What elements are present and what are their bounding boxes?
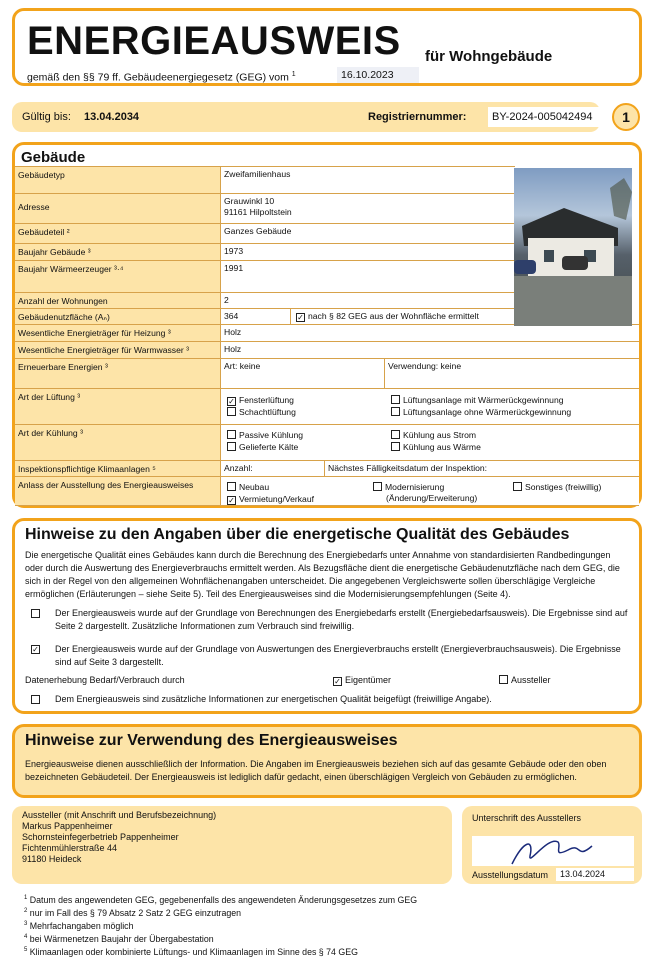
opt-other[interactable]: Sonstiges (freiwillig) (513, 482, 601, 492)
checkbox[interactable] (227, 430, 236, 439)
opt-shaft-ventilation[interactable]: Schachtlüftung (227, 406, 296, 418)
law-date-field: 16.10.2023 (337, 67, 419, 83)
checkbox-checked[interactable]: ✓ (228, 496, 235, 505)
footnote: $^5$ Klimaanlagen oder kombinierte Lüftungs- und Klimaanlagen im Sinne des § 74 GEG (24, 946, 358, 957)
checkbox[interactable] (373, 482, 382, 491)
opt-vent-without-recovery[interactable]: Lüftungsanlage ohne Wärmerückgewinnung (391, 406, 571, 418)
row-value: 1991 (221, 261, 515, 292)
issue-reason-options (221, 477, 639, 505)
checkbox[interactable] (227, 407, 236, 416)
valid-until-date: 13.04.2034 (84, 111, 140, 123)
issuer-box (12, 806, 452, 884)
row-label: Gebäudeteil ² (15, 224, 221, 243)
usage-hints-section (12, 724, 642, 798)
table-row (15, 324, 639, 341)
building-section-title: Gebäude (21, 149, 86, 166)
checkbox[interactable] (227, 442, 236, 451)
validity-bar (12, 102, 600, 132)
row-label: Adresse (15, 194, 221, 223)
row-label: Inspektionspflichtige Klimaanlagen ⁵ (15, 461, 221, 476)
page-number-badge: 1 (612, 103, 640, 131)
row-value: Grauwinkl 10 91161 Hilpoltstein (221, 194, 515, 223)
table-row (15, 223, 515, 243)
row-label: Wesentliche Energieträger für Warmwasser ³ (15, 342, 221, 358)
row-label: Art der Kühlung ³ (15, 425, 221, 460)
row-label: Baujahr Wärmeerzeuger ³·⁴ (15, 261, 221, 292)
opt-new-building[interactable]: Neubau (227, 482, 269, 492)
usage-hints-title: Hinweise zur Verwendung des Energieausweises (25, 732, 398, 749)
option-demand-certificate: Der Energieausweis wurde auf der Grundlage von Berechnungen des Energiebedarfs erstellt (Energiebedarfsausweis). Die Ergebnisse sind auf Seite 2 dargestellt. Zusätzliche Informationen zum Verbrauch sind freiwillig. (31, 607, 631, 633)
table-row (15, 243, 515, 260)
usage-hints-text: Energieausweise dienen ausschließlich der Information. Die Angaben im Energieausweis beziehen sich auf das gesamte Gebäude oder den oben bezeichneten Gebäudeteil. Der Energieausweis ist lediglich dafür gedacht, einen überschlägigen Vergleich von Gebäuden zu ermöglichen. (25, 759, 607, 782)
opt-rent-sale[interactable]: ✓ Vermietung/Verkauf (228, 494, 315, 505)
ac-inspection-date: Nächstes Fälligkeitsdatum der Inspektion: (325, 461, 639, 476)
checkbox[interactable] (513, 482, 522, 491)
ac-count: Anzahl: (221, 461, 325, 476)
checkbox[interactable] (31, 609, 40, 618)
table-row (15, 476, 639, 506)
data-by-owner[interactable]: ✓ Eigentümer (334, 675, 392, 686)
issuer-company: Schornsteinfegerbetrieb Pappenheimer (22, 832, 179, 842)
checkbox-checked[interactable]: ✓ (228, 397, 235, 406)
renewable-usage: Verwendung: keine (385, 359, 639, 388)
data-collection-label: Datenerhebung Bedarf/Verbrauch durch (25, 675, 185, 685)
row-value: Zweifamilienhaus (221, 167, 515, 193)
opt-delivered-cold[interactable]: Gelieferte Kälte (227, 442, 298, 452)
row-value: Holz (221, 325, 639, 341)
row-label: Gebäudetyp (15, 167, 221, 193)
opt-vent-with-recovery[interactable]: Lüftungsanlage mit Wärmerückgewinnung (391, 394, 564, 406)
document-subtitle: für Wohngebäude (425, 48, 553, 65)
checkbox-checked[interactable]: ✓ (297, 313, 304, 322)
issuer-street: Fichtenmühlerstraße 44 (22, 843, 118, 853)
row-label: Art der Lüftung ³ (15, 389, 221, 424)
row-label: Erneuerbare Energien ³ (15, 359, 221, 388)
table-row (15, 388, 639, 424)
checkbox[interactable] (391, 430, 400, 439)
opt-window-ventilation[interactable]: ✓ Fensterlüftung (228, 395, 294, 406)
issuer-heading: Aussteller (mit Anschrift und Berufsbezeichnung) (22, 810, 217, 820)
option-additional-info: Dem Energieausweis sind zusätzliche Informationen zur energetischen Qualität beigefügt (freiwillige Angabe). (31, 693, 631, 706)
table-row (15, 166, 515, 193)
issue-date-label: Ausstellungsdatum (472, 870, 549, 880)
checkbox[interactable] (391, 395, 400, 404)
checkbox-checked[interactable]: ✓ (32, 645, 39, 654)
footnote: $^1$ Datum des angewendeten GEG, gegebenenfalls des angewendeten Änderungsgesetzes zum GEG (24, 894, 418, 905)
ventilation-options (221, 389, 639, 424)
table-row (15, 358, 639, 388)
opt-cooling-heat[interactable]: Kühlung aus Wärme (391, 442, 481, 452)
row-label: Anlass der Ausstellung des Energieausweises (15, 477, 221, 505)
footnote: $^3$ Mehrfachangaben möglich (24, 920, 134, 931)
option-consumption-certificate: ✓ Der Energieausweis wurde auf der Grundlage von Auswertungen des Energieverbrauchs erstellt (Energieverbrauchsausweis). Die Ergebnisse sind auf Seite 3 dargestellt. (32, 644, 621, 667)
document-title: ENERGIEAUSWEIS (27, 19, 401, 63)
checkbox[interactable] (227, 482, 236, 491)
signature-box (462, 806, 642, 884)
quality-hints-section (12, 518, 642, 714)
table-row (15, 460, 639, 476)
area-method-option: ✓ nach § 82 GEG aus der Wohnfläche ermittelt (293, 309, 513, 324)
row-value: 2 (221, 293, 515, 308)
signature-field (472, 836, 634, 866)
table-row (15, 260, 515, 292)
signature-label: Unterschrift des Ausstellers (472, 813, 582, 823)
row-value: 364 (221, 309, 291, 324)
opt-modernisation[interactable]: Modernisierung (Änderung/Erweiterung) (373, 482, 477, 504)
row-label: Wesentliche Energieträger für Heizung ³ (15, 325, 221, 341)
issuer-name: Markus Pappenheimer (22, 821, 113, 831)
cooling-options (221, 425, 639, 460)
quality-hints-intro: Die energetische Qualität eines Gebäudes kann durch die Berechnung des Energiebedarfs unter Annahme von standardisierten Randbedingungen oder durch die Auswertung des Energieverbrauchs ermittelt werden. Als Bezugsfläche dient die energetische Gebäudenutzfläche nach dem GEG, die sich in der Regel von den allgemeinen Wohnflächenangaben unterscheidet. Die angegebenen Vergleichswerte sollen überschlägige Vergleiche ermöglichen (Erläuterungen – siehe Seite 5). Teil des Energieausweises sind die Modernisierungsempfehlungen (Seite 4). (25, 550, 620, 599)
checkbox[interactable] (31, 695, 40, 704)
checkbox[interactable] (391, 407, 400, 416)
building-photo (514, 168, 632, 326)
table-row (15, 292, 515, 308)
row-value: 1973 (221, 244, 515, 260)
footnote: $^4$ bei Wärmenetzen Baujahr der Übergabestation (24, 933, 214, 944)
opt-cooling-electric[interactable]: Kühlung aus Strom (391, 430, 476, 440)
opt-passive-cooling[interactable]: Passive Kühlung (227, 430, 303, 440)
checkbox[interactable] (391, 442, 400, 451)
row-value: Ganzes Gebäude (221, 224, 515, 243)
table-row (15, 341, 639, 358)
checkbox[interactable] (499, 675, 508, 684)
table-row (15, 424, 639, 460)
data-by-issuer[interactable]: Aussteller (499, 674, 551, 687)
table-row (15, 193, 515, 223)
row-label: Gebäudenutzfläche (Aₙ) (15, 309, 221, 324)
valid-until-label: Gültig bis: (22, 111, 71, 123)
law-reference: gemäß den §§ 79 ff. Gebäudeenergiegesetz (GEG) vom $^1$ (27, 71, 296, 84)
table-row (15, 308, 515, 324)
renewable-type: Art: keine (221, 359, 385, 388)
footnote: $^2$ nur im Fall des § 79 Absatz 2 Satz 2 GEG einzutragen (24, 907, 242, 918)
issuer-city: 91180 Heideck (22, 854, 82, 864)
footnotes (24, 893, 417, 958)
row-value: Holz (221, 342, 639, 358)
signature-scribble (472, 836, 634, 866)
quality-hints-title: Hinweise zu den Angaben über die energetische Qualität des Gebäudes (25, 526, 570, 543)
header-box (12, 8, 642, 86)
registration-label: Registriernummer: (368, 111, 467, 123)
issue-date: 13.04.2024 (556, 868, 634, 881)
row-label: Anzahl der Wohnungen (15, 293, 221, 308)
checkbox-checked[interactable]: ✓ (334, 677, 341, 686)
row-label: Baujahr Gebäude ³ (15, 244, 221, 260)
registration-number: BY-2024-005042494 (488, 107, 600, 127)
